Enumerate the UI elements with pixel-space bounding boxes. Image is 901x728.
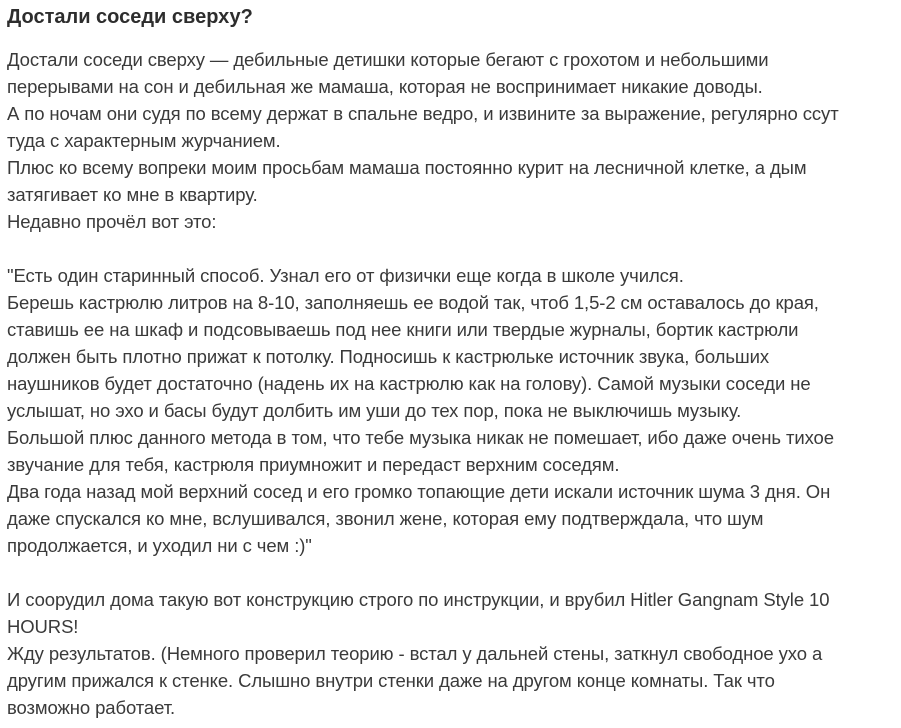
quote-line: наушников будет достаточно (надень их на кастрюлю как на голову). Самой музыки соседи не [7, 373, 811, 394]
quote-line: "Есть один старинный способ. Узнал его от физички еще когда в школе учился. [7, 265, 684, 286]
post-line: туда с характерным журчанием. [7, 130, 281, 151]
post-line: Жду результатов. (Немного проверил теорию - встал у дальней стены, заткнул свободное ухо а [7, 643, 823, 664]
quote-line: звучание для тебя, кастрюля приумножит и передаст верхним соседям. [7, 454, 620, 475]
post-line: затягивает ко мне в квартиру. [7, 184, 258, 205]
quote-line: Берешь кастрюлю литров на 8-10, заполняешь ее водой так, чтоб 1,5-2 см оставалось до края, [7, 292, 819, 313]
post-title: Достали соседи сверху? [7, 6, 253, 28]
quote-line: Большой плюс данного метода в том, что тебе музыка никак не помешает, ибо даже очень тихое [7, 427, 834, 448]
quote-line: должен быть плотно прижат к потолку. Подносишь к кастрюльке источник звука, больших [7, 346, 769, 367]
post-line: И соорудил дома такую вот конструкцию строго по инструкции, и врубил Hitler Gangnam Style 10 [7, 589, 830, 610]
quote-line: Два года назад мой верхний сосед и его громко топающие дети искали источник шума 3 дня. Он [7, 481, 831, 502]
post-line: Недавно прочёл вот это: [7, 211, 217, 232]
post-line: HOURS! [7, 616, 79, 637]
post-line: возможно работает. [7, 697, 176, 718]
blank-line [7, 235, 901, 262]
quote-line: даже спускался ко мне, вслушивался, звонил жене, которая ему подтверждала, что шум [7, 508, 764, 529]
post-line: Плюс ко всему вопреки моим просьбам мамаша постоянно курит на лесничной клетке, а дым [7, 157, 807, 178]
blank-line [7, 559, 901, 586]
post-line: Достали соседи сверху — дебильные детишки которые бегают с грохотом и небольшими [7, 49, 769, 70]
post-line: А по ночам они судя по всему держат в спальне ведро, и извините за выражение, регулярно ссут [7, 103, 839, 124]
quote-line: ставишь ее на шкаф и подсовываешь под нее книги или твердые журналы, бортик кастрюли [7, 319, 799, 340]
quote-line: услышат, но эхо и басы будут долбить им уши до тех пор, пока не выключишь музыку. [7, 400, 742, 421]
quote-line: продолжается, и уходил ни с чем :)" [7, 535, 312, 556]
post-line: перерывами на сон и дебильная же мамаша, которая не воспринимает никакие доводы. [7, 76, 763, 97]
post-body [7, 46, 901, 721]
post-line: другим прижался к стенке. Слышно внутри стенки даже на другом конце комнаты. Так что [7, 670, 775, 691]
